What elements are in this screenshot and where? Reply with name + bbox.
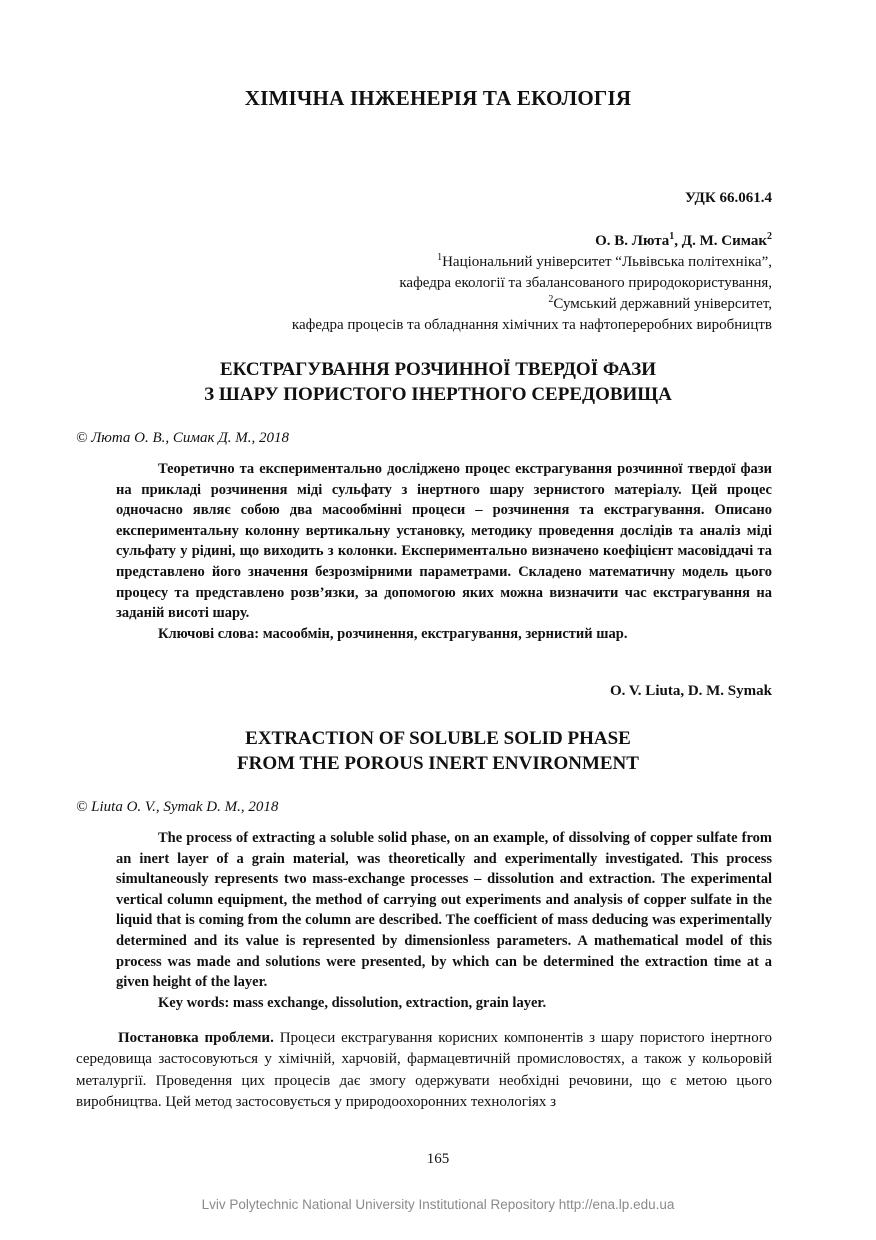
title-line: FROM THE POROUS INERT ENVIRONMENT	[237, 753, 639, 774]
repository-footer: Lviv Polytechnic National University Institutional Repository http://ena.lp.edu.ua	[201, 1197, 675, 1212]
authors-ua	[292, 231, 772, 252]
affiliation-sup: 1	[437, 252, 443, 263]
copyright-ua: © Люта О. В., Симак Д. М., 2018	[76, 430, 290, 446]
affiliation-line	[292, 273, 772, 294]
journal-title: ХІМІЧНА ІНЖЕНЕРІЯ ТА ЕКОЛОГІЯ	[244, 86, 632, 110]
article-title-ua	[0, 357, 876, 407]
copyright-en: © Liuta O. V., Symak D. M., 2018	[76, 799, 279, 815]
authors-affiliations	[292, 231, 772, 336]
author-1: О. В. Люта	[595, 233, 670, 249]
abstract-ua	[116, 459, 772, 644]
affiliation-line	[292, 294, 772, 315]
affiliation-text: кафедра екології та збалансованого природокористування,	[399, 275, 772, 291]
keywords: Key words: mass exchange, dissolution, extraction, grain layer.	[158, 994, 547, 1011]
author-2-sup: 2	[767, 231, 772, 242]
author-1-sup: 1	[669, 231, 675, 242]
affiliation-text: кафедра процесів та обладнання хімічних та нафтопереробних виробництв	[291, 317, 772, 333]
authors-en: O. V. Liuta, D. M. Symak	[610, 683, 772, 699]
affiliation-text: Сумський державний університет,	[553, 296, 772, 312]
author-separator: ,	[674, 233, 682, 249]
affiliation-text: Національний університет “Львівська політехніка”,	[442, 254, 772, 270]
body-text: Процеси екстрагування корисних компонентів з шару пористого інертного середовища застосовуються у хімічній, харчовій, фармацевтичній промисловостях, а також у кольоровій металургії. Проведення цих процесів дає змогу одержувати необхідні речовини, що є метою цього виробництва. Цей метод застосовується у природоохоронних технологіях з	[76, 1030, 772, 1110]
body-paragraph	[76, 1028, 772, 1113]
title-line: ЕКСТРАГУВАННЯ РОЗЧИННОЇ ТВЕРДОЇ ФАЗИ	[219, 359, 657, 380]
udk-code: УДК 66.061.4	[685, 190, 772, 206]
abstract-en	[116, 828, 772, 1013]
keywords: Ключові слова: масообмін, розчинення, екстрагування, зернистий шар.	[158, 625, 628, 642]
affiliation-sup: 2	[548, 294, 554, 305]
abstract-text: The process of extracting a soluble solid phase, on an example, of dissolving of copper sulfate from an inert layer of a grain material, was theoretically and experimentally investigated. This process simultaneously represents two mass-exchange processes – dissolution and extraction. The experimental vertical column equipment, the method of carrying out experiments and analysis of copper sulfate in the liquid that is coming from the column are described. The coefficient of mass deducing was experimentally determined and its value is represented by dimensionless parameters. A mathematical model of this process was made and solutions were presented, by which can be determined the extraction time at a given height of the layer.	[116, 830, 772, 991]
author-2: Д. М. Симак	[681, 233, 767, 249]
title-line: EXTRACTION OF SOLUBLE SOLID PHASE	[245, 728, 631, 749]
article-title-en	[0, 726, 876, 776]
page-number: 165	[426, 1151, 450, 1167]
section-heading: Постановка проблеми.	[118, 1030, 274, 1046]
affiliation-line	[292, 315, 772, 336]
body-section	[76, 1028, 772, 1113]
title-line: З ШАРУ ПОРИСТОГО ІНЕРТНОГО СЕРЕДОВИЩА	[204, 384, 672, 405]
affiliation-line	[292, 252, 772, 273]
abstract-text: Теоретично та експериментально досліджено процес екстрагування розчинної твердої фази на прикладі розчинення міді сульфату з інертного шару зернистого матеріалу. Цей процес одночасно являє собою два масообмінні процеси – розчинення та екстрагування. Описано експериментальну колонну вертикальну установку, методику проведення дослідів та аналіз міді сульфату у рідині, що виходить з колонки. Експериментально визначено коефіцієнт масовіддачі та представлено його значення безрозмірними параметрами. Складено математичну модель цього процесу та представлено розв’язки, за допомогою яких можна визначити час екстрагування на заданій висоті шару.	[116, 461, 772, 622]
